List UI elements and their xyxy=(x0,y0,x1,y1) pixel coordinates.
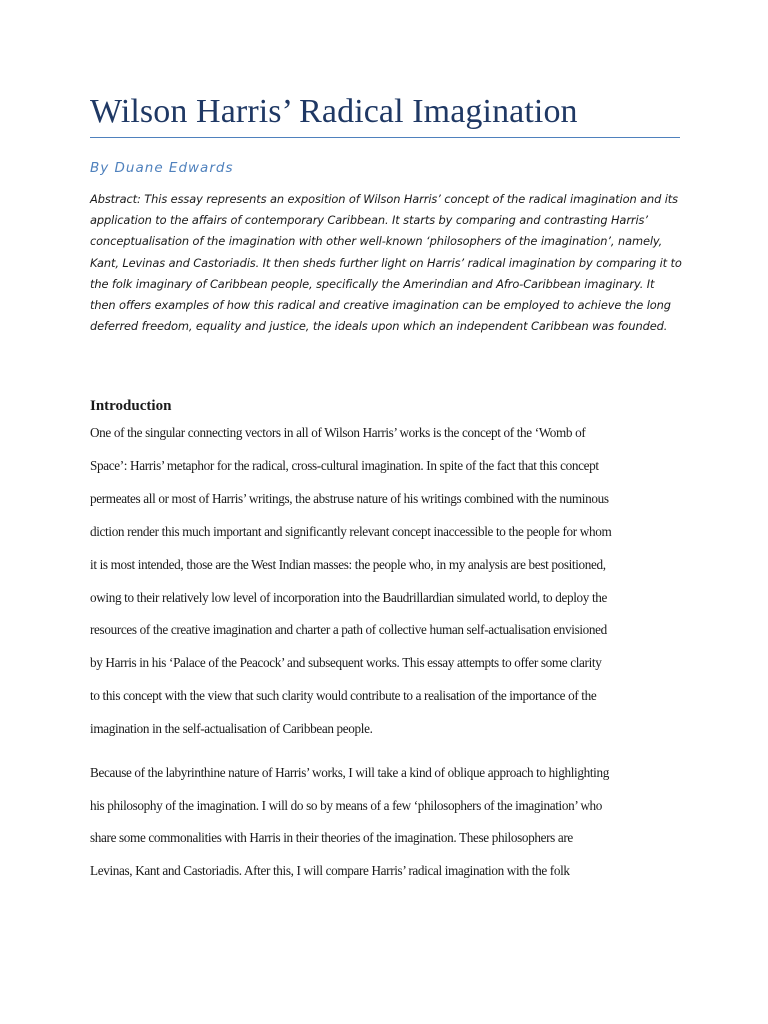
paragraph-line: his philosophy of the imagination. I will do so by means of a few ‘philosophers of the imagination’ who xyxy=(90,797,602,813)
paragraph-line: it is most intended, those are the West Indian masses: the people who, in my analysis are best positioned, xyxy=(90,556,606,572)
document-title: Wilson Harris’ Radical Imagination xyxy=(90,93,578,130)
paragraph-line: Space’: Harris’ metaphor for the radical, cross-cultural imagination. In spite of the fact that this concept xyxy=(90,457,599,473)
paragraph-line: Because of the labyrinthine nature of Harris’ works, I will take a kind of oblique approach to highlighting xyxy=(90,765,609,780)
abstract-line: Abstract: This essay represents an exposition of Wilson Harris’ concept of the radical imagination and its xyxy=(90,192,679,206)
title-underline xyxy=(90,137,680,138)
paragraph-line: resources of the creative imagination and charter a path of collective human self-actualisation envisioned xyxy=(90,622,607,638)
abstract-line: the folk imaginary of Caribbean people, specifically the Amerindian and Afro-Caribbean imaginary. It xyxy=(90,276,655,291)
paragraph-line: diction render this much important and significantly relevant concept inaccessible to the people for whom xyxy=(90,523,612,539)
body-paragraph-2 xyxy=(90,757,680,888)
paragraph-line: share some commonalities with Harris in their theories of the imagination. These philosophers are xyxy=(90,830,573,846)
author-byline: By Duane Edwards xyxy=(90,160,234,176)
paragraph-line: One of the singular connecting vectors in all of Wilson Harris’ works is the concept of the ‘Womb of xyxy=(90,425,586,440)
abstract-line: then offers examples of how this radical and creative imagination can be employed to achieve the long xyxy=(90,298,671,313)
paragraph-line: owing to their relatively low level of incorporation into the Baudrillardian simulated world, to deploy the xyxy=(90,589,608,605)
paragraph-line: imagination in the self-actualisation of Caribbean people. xyxy=(90,721,373,737)
abstract xyxy=(90,189,686,337)
paragraph-line: Levinas, Kant and Castoriadis. After this, I will compare Harris’ radical imagination with the folk xyxy=(90,863,570,879)
body-paragraph-1 xyxy=(90,417,680,746)
abstract-line: deferred freedom, equality and justice, the ideals upon which an independent Caribbean was founded. xyxy=(90,319,668,334)
paragraph-line: permeates all or most of Harris’ writings, the abstruse nature of his writings combined with the numinous xyxy=(90,490,609,506)
abstract-line: conceptualisation of the imagination with other well-known ‘philosophers of the imagination’, namely, xyxy=(90,234,663,249)
paragraph-line: to this concept with the view that such clarity would contribute to a realisation of the importance of the xyxy=(90,688,597,704)
abstract-line: application to the affairs of contemporary Caribbean. It starts by comparing and contrasting Harris’ xyxy=(90,213,648,228)
paragraph-line: by Harris in his ‘Palace of the Peacock’ and subsequent works. This essay attempts to offer some clarity xyxy=(90,655,602,671)
section-heading-introduction: Introduction xyxy=(90,398,172,414)
abstract-line: Kant, Levinas and Castoriadis. It then sheds further light on Harris’ radical imagination by comparing it to xyxy=(90,255,682,270)
